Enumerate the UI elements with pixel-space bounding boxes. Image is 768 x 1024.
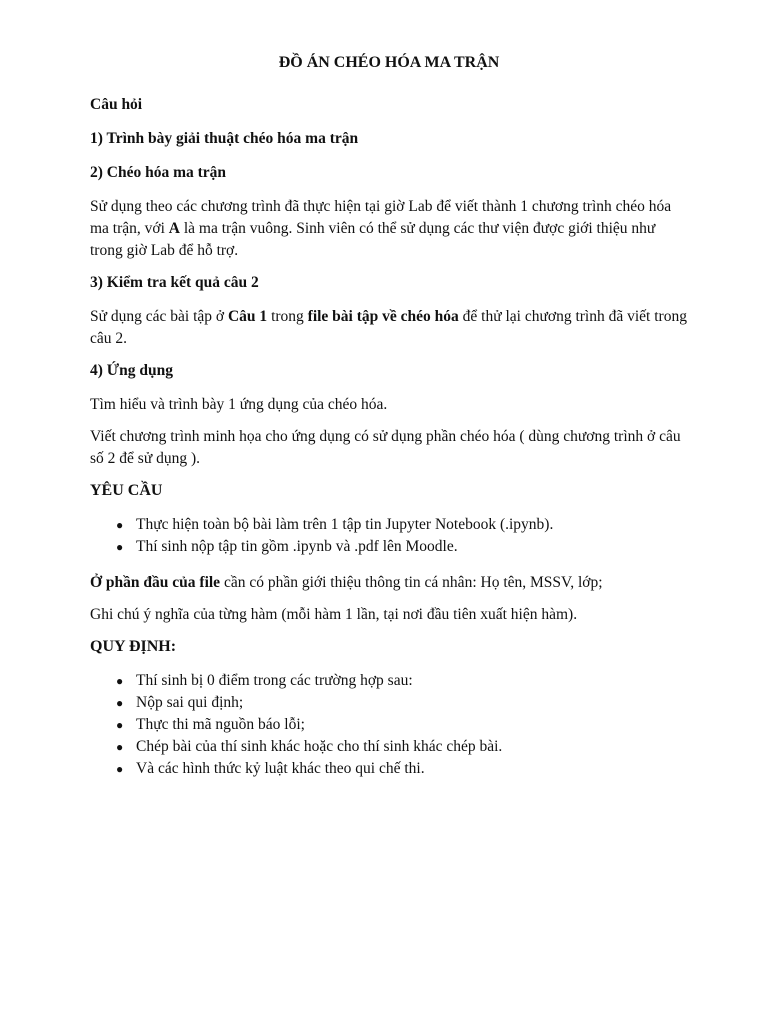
requirements-heading: YÊU CẦU [90, 482, 163, 499]
list-item [116, 714, 688, 736]
question-2-text [90, 196, 688, 262]
question-4-heading: 4) Ứng dụng [90, 362, 173, 379]
rule-text: Và các hình thức kỷ luật khác theo qui chế thi. [136, 760, 425, 777]
questions-heading: Câu hỏi [90, 96, 143, 113]
header-note [90, 572, 688, 594]
bullet-icon: ● [116, 518, 124, 532]
bullet-icon: ● [116, 740, 124, 754]
list-item [116, 758, 688, 780]
bullet-icon: ● [116, 718, 124, 732]
rule-text: Thí sinh bị 0 điểm trong các trường hợp sau: [136, 672, 413, 689]
header-note-bold: Ở phần đầu của file [90, 574, 221, 591]
list-item [116, 670, 688, 692]
question-3-bold-file: file bài tập về chéo hóa [307, 308, 459, 325]
question-2-text-b: là ma trận vuông. Sinh viên có thể sử dụng các thư viện được giới thiệu như trong giờ Lab để hỗ trợ. [90, 220, 656, 259]
question-2-text-a: Sử dụng theo các chương trình đã thực hiện tại giờ Lab để viết thành 1 chương trình chéo hóa ma trận, với [90, 198, 672, 237]
bullet-icon: ● [116, 674, 124, 688]
list-item [116, 736, 688, 758]
rules-list [90, 670, 688, 780]
rules-heading: QUY ĐỊNH: [90, 638, 177, 655]
bullet-icon: ● [116, 762, 124, 776]
bullet-icon: ● [116, 696, 124, 710]
question-4-text-2: Viết chương trình minh họa cho ứng dụng có sử dụng phần chéo hóa ( dùng chương trình ở câu số 2 để sử dụng ). [90, 428, 681, 467]
document-title: ĐỒ ÁN CHÉO HÓA MA TRẬN [278, 54, 500, 71]
rule-text: Chép bài của thí sinh khác hoặc cho thí sinh khác chép bài. [136, 738, 503, 755]
question-3-text-b: trong [267, 308, 308, 325]
bullet-icon: ● [116, 540, 124, 554]
requirements-list [90, 514, 688, 558]
question-1-heading: 1) Trình bày giải thuật chéo hóa ma trận [90, 130, 359, 147]
header-note-rest: cần có phần giới thiệu thông tin cá nhân: Họ tên, MSSV, lớp; [220, 574, 603, 591]
list-item [116, 692, 688, 714]
list-item [116, 536, 688, 558]
question-3-bold-cau1: Câu 1 [227, 308, 268, 325]
question-3-text-c: để thử lại chương trình đã viết trong câu 2. [90, 308, 687, 347]
question-3-text [90, 306, 688, 350]
question-4-text-1: Tìm hiểu và trình bày 1 ứng dụng của chéo hóa. [90, 396, 388, 413]
matrix-a-label: A [168, 220, 180, 237]
list-item [116, 514, 688, 536]
rule-text: Nộp sai qui định; [136, 694, 244, 711]
requirement-text: Thí sinh nộp tập tin gồm .ipynb và .pdf lên Moodle. [136, 538, 458, 555]
comment-note: Ghi chú ý nghĩa của từng hàm (mỗi hàm 1 lần, tại nơi đầu tiên xuất hiện hàm). [90, 606, 578, 623]
rule-text: Thực thi mã nguồn báo lỗi; [136, 716, 305, 733]
question-3-heading: 3) Kiểm tra kết quả câu 2 [90, 274, 259, 291]
question-3-text-a: Sử dụng các bài tập ở [90, 308, 228, 325]
question-2-heading: 2) Chéo hóa ma trận [90, 164, 227, 181]
requirement-text: Thực hiện toàn bộ bài làm trên 1 tập tin Jupyter Notebook (.ipynb). [136, 516, 554, 533]
